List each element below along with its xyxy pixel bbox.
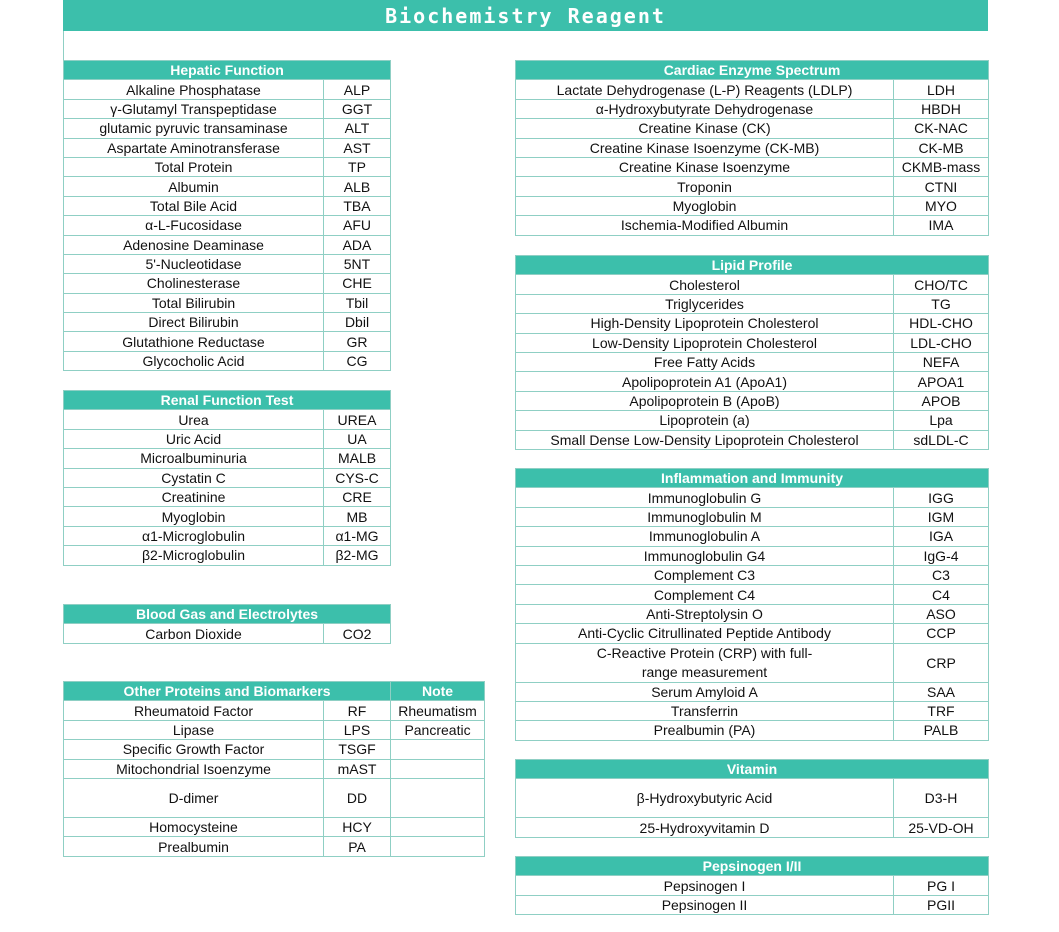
test-note xyxy=(391,740,485,759)
table-row xyxy=(516,701,989,720)
table-row xyxy=(64,410,391,429)
test-code: CO2 xyxy=(324,624,391,643)
test-code: GR xyxy=(324,332,391,351)
test-code: HDL-CHO xyxy=(894,314,989,333)
table-row xyxy=(516,624,989,643)
test-name: Cholesterol xyxy=(516,275,894,294)
test-code: MYO xyxy=(894,196,989,215)
table-row xyxy=(516,430,989,449)
blood-gas-table xyxy=(63,604,391,644)
test-code: ASO xyxy=(894,604,989,623)
test-code: β2-MG xyxy=(324,546,391,565)
test-name: Immunoglobulin G xyxy=(516,488,894,507)
test-note: Rheumatism xyxy=(391,701,485,720)
table-row xyxy=(516,177,989,196)
table-row xyxy=(64,449,391,468)
test-code: UREA xyxy=(324,410,391,429)
test-name: Carbon Dioxide xyxy=(64,624,324,643)
test-code: 25-VD-OH xyxy=(894,818,989,837)
table-row xyxy=(516,196,989,215)
test-code: ALP xyxy=(324,80,391,99)
test-code: GGT xyxy=(324,99,391,118)
table-row xyxy=(516,721,989,740)
test-note xyxy=(391,837,485,856)
test-name: 25-Hydroxyvitamin D xyxy=(516,818,894,837)
test-code: PG I xyxy=(894,876,989,895)
test-name: Immunoglobulin A xyxy=(516,527,894,546)
test-name: Triglycerides xyxy=(516,294,894,313)
table-row xyxy=(516,488,989,507)
test-name: Specific Growth Factor xyxy=(64,740,324,759)
test-code: HCY xyxy=(324,817,391,836)
renal-function-table xyxy=(63,390,391,566)
test-code: PALB xyxy=(894,721,989,740)
table-row xyxy=(64,80,391,99)
test-code: C3 xyxy=(894,565,989,584)
table-row xyxy=(64,99,391,118)
table-row xyxy=(64,624,391,643)
test-name: D-dimer xyxy=(64,778,324,817)
test-code: LDH xyxy=(894,80,989,99)
table-row xyxy=(64,293,391,312)
test-name: α-Hydroxybutyrate Dehydrogenase xyxy=(516,99,894,118)
table-row xyxy=(516,565,989,584)
table-row xyxy=(516,507,989,526)
table-row xyxy=(64,254,391,273)
table-row xyxy=(64,759,485,778)
test-code: SAA xyxy=(894,682,989,701)
test-code: MALB xyxy=(324,449,391,468)
table-row xyxy=(64,216,391,235)
table-row xyxy=(64,429,391,448)
test-name: High-Density Lipoprotein Cholesterol xyxy=(516,314,894,333)
test-code: Lpa xyxy=(894,411,989,430)
table-row xyxy=(64,177,391,196)
table-row xyxy=(516,779,989,818)
test-name: Complement C3 xyxy=(516,565,894,584)
table-row xyxy=(64,468,391,487)
test-code: LPS xyxy=(324,720,391,739)
table-row xyxy=(516,546,989,565)
test-code: DD xyxy=(324,778,391,817)
table-row xyxy=(516,391,989,410)
divider xyxy=(63,31,64,60)
test-name: Albumin xyxy=(64,177,324,196)
table-row xyxy=(516,314,989,333)
test-code: NEFA xyxy=(894,352,989,371)
table-row xyxy=(516,372,989,391)
test-name: Transferrin xyxy=(516,701,894,720)
test-note: Pancreatic xyxy=(391,720,485,739)
test-name: Pepsinogen II xyxy=(516,895,894,914)
table-row xyxy=(516,604,989,623)
test-code: α1-MG xyxy=(324,526,391,545)
test-name: Anti-Streptolysin O xyxy=(516,604,894,623)
test-name: Total Bile Acid xyxy=(64,196,324,215)
table-row xyxy=(64,778,485,817)
table-row xyxy=(64,526,391,545)
test-code: CHE xyxy=(324,274,391,293)
table-row xyxy=(516,99,989,118)
table-row xyxy=(64,740,485,759)
test-name: α-L-Fucosidase xyxy=(64,216,324,235)
section-header: Lipid Profile xyxy=(516,256,989,275)
test-code: APOA1 xyxy=(894,372,989,391)
table-row xyxy=(516,876,989,895)
test-code: IGG xyxy=(894,488,989,507)
test-name: Urea xyxy=(64,410,324,429)
lipid-profile-table xyxy=(515,255,989,450)
test-name: Complement C4 xyxy=(516,585,894,604)
test-code: 5NT xyxy=(324,254,391,273)
test-name: β2-Microglobulin xyxy=(64,546,324,565)
test-code: Tbil xyxy=(324,293,391,312)
test-name: Small Dense Low-Density Lipoprotein Cholesterol xyxy=(516,430,894,449)
table-row xyxy=(64,313,391,332)
test-name: Ischemia-Modified Albumin xyxy=(516,216,894,235)
test-code: PA xyxy=(324,837,391,856)
test-code: ALT xyxy=(324,119,391,138)
test-name: Creatinine xyxy=(64,487,324,506)
test-code: HBDH xyxy=(894,99,989,118)
test-code: CRE xyxy=(324,487,391,506)
test-code: APOB xyxy=(894,391,989,410)
test-code: IgG-4 xyxy=(894,546,989,565)
test-code: CCP xyxy=(894,624,989,643)
test-code: Dbil xyxy=(324,313,391,332)
test-code: D3-H xyxy=(894,779,989,818)
hepatic-function-table xyxy=(63,60,391,371)
test-name: glutamic pyruvic transaminase xyxy=(64,119,324,138)
page-title: Biochemistry Reagent xyxy=(63,0,988,31)
test-name: Anti-Cyclic Citrullinated Peptide Antibody xyxy=(516,624,894,643)
table-row xyxy=(64,119,391,138)
test-name: Uric Acid xyxy=(64,429,324,448)
test-code: IGA xyxy=(894,527,989,546)
table-row xyxy=(64,274,391,293)
test-code: PGII xyxy=(894,895,989,914)
test-code: mAST xyxy=(324,759,391,778)
table-row xyxy=(516,275,989,294)
test-note xyxy=(391,759,485,778)
test-name: β-Hydroxybutyric Acid xyxy=(516,779,894,818)
table-row xyxy=(64,701,485,720)
table-row xyxy=(516,411,989,430)
test-name: Microalbuminuria xyxy=(64,449,324,468)
test-name: C-Reactive Protein (CRP) with full-range measurement xyxy=(516,643,894,682)
table-row xyxy=(516,682,989,701)
test-name: α1-Microglobulin xyxy=(64,526,324,545)
test-note xyxy=(391,817,485,836)
test-code: CKMB-mass xyxy=(894,157,989,176)
test-name: Cholinesterase xyxy=(64,274,324,293)
table-row xyxy=(516,527,989,546)
test-code: CRP xyxy=(894,643,989,682)
test-name: Myoglobin xyxy=(516,196,894,215)
test-name: Creatine Kinase (CK) xyxy=(516,119,894,138)
test-code: TBA xyxy=(324,196,391,215)
table-row xyxy=(516,818,989,837)
section-header: Vitamin xyxy=(516,760,989,779)
test-code: CTNI xyxy=(894,177,989,196)
table-row xyxy=(516,643,989,682)
table-row xyxy=(516,119,989,138)
test-name: Aspartate Aminotransferase xyxy=(64,138,324,157)
table-row xyxy=(64,138,391,157)
test-code: AST xyxy=(324,138,391,157)
section-header: Inflammation and Immunity xyxy=(516,469,989,488)
section-header: Cardiac Enzyme Spectrum xyxy=(516,61,989,80)
table-row xyxy=(516,138,989,157)
test-code: TRF xyxy=(894,701,989,720)
test-name: Immunoglobulin M xyxy=(516,507,894,526)
test-code: MB xyxy=(324,507,391,526)
pepsinogen-table xyxy=(515,856,989,915)
test-name: Lactate Dehydrogenase (L-P) Reagents (LDLP) xyxy=(516,80,894,99)
table-row xyxy=(516,895,989,914)
test-note xyxy=(391,778,485,817)
test-code: CG xyxy=(324,351,391,370)
table-row xyxy=(64,487,391,506)
table-row xyxy=(516,585,989,604)
test-code: IGM xyxy=(894,507,989,526)
test-name: Troponin xyxy=(516,177,894,196)
section-header: Pepsinogen I/II xyxy=(516,857,989,876)
table-row xyxy=(64,837,485,856)
test-name: Total Bilirubin xyxy=(64,293,324,312)
table-row xyxy=(64,332,391,351)
cardiac-enzyme-table xyxy=(515,60,989,236)
test-name: Free Fatty Acids xyxy=(516,352,894,371)
table-row xyxy=(64,720,485,739)
test-code: ADA xyxy=(324,235,391,254)
test-name: Lipoprotein (a) xyxy=(516,411,894,430)
test-name: 5'-Nucleotidase xyxy=(64,254,324,273)
test-name: Pepsinogen I xyxy=(516,876,894,895)
test-code: CYS-C xyxy=(324,468,391,487)
test-name: Apolipoprotein B (ApoB) xyxy=(516,391,894,410)
test-name: γ-Glutamyl Transpeptidase xyxy=(64,99,324,118)
test-name: Glutathione Reductase xyxy=(64,332,324,351)
test-code: UA xyxy=(324,429,391,448)
table-row xyxy=(516,216,989,235)
test-code: AFU xyxy=(324,216,391,235)
test-name: Mitochondrial Isoenzyme xyxy=(64,759,324,778)
table-row xyxy=(516,80,989,99)
test-code: CHO/TC xyxy=(894,275,989,294)
test-name: Adenosine Deaminase xyxy=(64,235,324,254)
test-name: Rheumatoid Factor xyxy=(64,701,324,720)
other-proteins-table xyxy=(63,681,485,857)
section-header: Hepatic Function xyxy=(64,61,391,80)
table-row xyxy=(64,351,391,370)
test-code: LDL-CHO xyxy=(894,333,989,352)
section-header: Other Proteins and Biomarkers xyxy=(64,682,391,701)
test-code: IMA xyxy=(894,216,989,235)
test-name: Myoglobin xyxy=(64,507,324,526)
test-name: Prealbumin xyxy=(64,837,324,856)
table-row xyxy=(516,352,989,371)
test-name: Prealbumin (PA) xyxy=(516,721,894,740)
test-name: Direct Bilirubin xyxy=(64,313,324,332)
test-code: TG xyxy=(894,294,989,313)
test-name: Total Protein xyxy=(64,157,324,176)
section-header: Blood Gas and Electrolytes xyxy=(64,605,391,624)
test-code: sdLDL-C xyxy=(894,430,989,449)
table-row xyxy=(64,507,391,526)
test-name: Apolipoprotein A1 (ApoA1) xyxy=(516,372,894,391)
table-row xyxy=(64,546,391,565)
test-name: Cystatin C xyxy=(64,468,324,487)
section-header: Renal Function Test xyxy=(64,391,391,410)
table-row xyxy=(516,294,989,313)
test-code: RF xyxy=(324,701,391,720)
note-header: Note xyxy=(391,682,485,701)
table-row xyxy=(516,333,989,352)
table-row xyxy=(64,196,391,215)
table-row xyxy=(64,235,391,254)
test-code: ALB xyxy=(324,177,391,196)
test-name: Homocysteine xyxy=(64,817,324,836)
test-name: Lipase xyxy=(64,720,324,739)
test-name: Low-Density Lipoprotein Cholesterol xyxy=(516,333,894,352)
test-name: Immunoglobulin G4 xyxy=(516,546,894,565)
table-row xyxy=(64,157,391,176)
test-name: Creatine Kinase Isoenzyme (CK-MB) xyxy=(516,138,894,157)
test-name: Glycocholic Acid xyxy=(64,351,324,370)
test-name: Serum Amyloid A xyxy=(516,682,894,701)
test-name: Creatine Kinase Isoenzyme xyxy=(516,157,894,176)
test-code: CK-NAC xyxy=(894,119,989,138)
test-code: TP xyxy=(324,157,391,176)
inflammation-immunity-table xyxy=(515,468,989,741)
test-code: CK-MB xyxy=(894,138,989,157)
table-row xyxy=(516,157,989,176)
vitamin-table xyxy=(515,759,989,838)
test-code: TSGF xyxy=(324,740,391,759)
test-name: Alkaline Phosphatase xyxy=(64,80,324,99)
test-code: C4 xyxy=(894,585,989,604)
table-row xyxy=(64,817,485,836)
